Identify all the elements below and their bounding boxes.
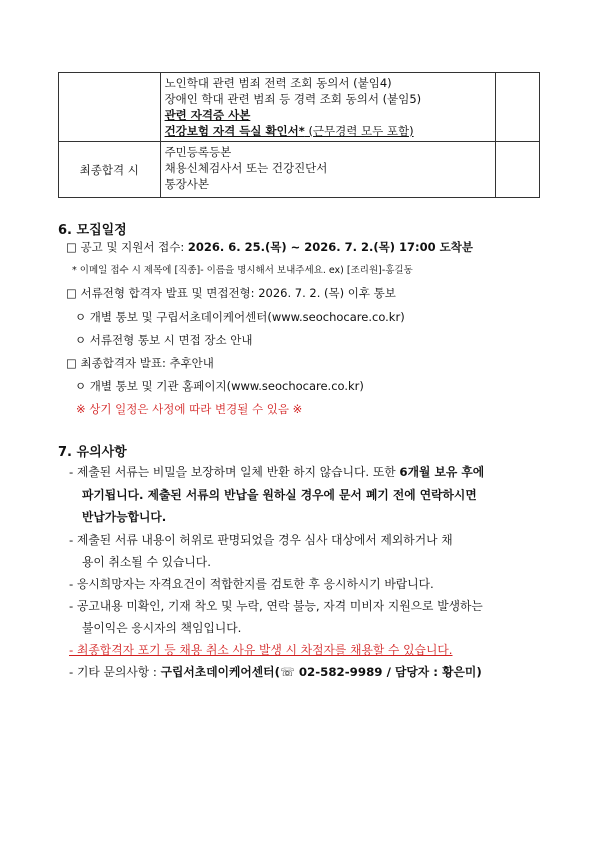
- list-item-bold: 건강보험 자격 득실 확인서*: [164, 124, 305, 138]
- notice-item: - 공고내용 미확인, 기재 착오 및 누락, 연락 불능, 자격 미비자 지원으로 발생하는: [69, 599, 483, 613]
- table-row: [59, 142, 540, 198]
- schedule-line: [66, 239, 473, 255]
- notice-text: - 기타 문의사항 :: [69, 665, 161, 679]
- notice-item: - 제출된 서류 내용이 허위로 판명되었을 경우 심사 대상에서 제외하거나 채: [69, 533, 453, 547]
- list-item: 통장사본: [164, 177, 209, 191]
- table-cell-documents: [160, 142, 496, 198]
- list-item: 채용신체검사서 또는 건강진단서: [164, 161, 328, 175]
- table-cell-documents: [160, 73, 496, 142]
- schedule-warning: ※ 상기 일정은 사정에 따라 변경될 수 있음 ※: [76, 402, 303, 416]
- section-heading-notice: 7. 유의사항: [58, 445, 127, 460]
- list-item: [165, 123, 492, 139]
- list-item: 장애인 학대 관련 범죄 등 경력 조회 동의서 (붙임5): [164, 92, 422, 106]
- notice-item-cont: 불이익은 응시자의 책임입니다.: [82, 621, 242, 635]
- schedule-line: □ 최종합격자 발표: 추후안내: [66, 356, 214, 370]
- notice-item-cont: 반납가능합니다.: [82, 510, 167, 524]
- schedule-subline: ㅇ 서류전형 통보 시 면접 장소 안내: [75, 333, 253, 347]
- table-cell-empty: [59, 73, 161, 142]
- schedule-line-date: 2026. 6. 25.(목) ~ 2026. 7. 2.(목) 17:00 도착분: [187, 240, 473, 254]
- notice-item: - 응시희망자는 자격요건이 적합한지를 검토한 후 응시하시기 바랍니다.: [69, 577, 434, 591]
- notice-item-cont: 용이 취소될 수 있습니다.: [82, 555, 211, 569]
- table-cell-empty: [496, 142, 540, 198]
- notice-item-warning: - 최종합격자 포기 등 채용 취소 사유 발생 시 차점자를 채용할 수 있습니다.: [69, 643, 453, 657]
- notice-text-bold: 6개월 보유 후에: [399, 465, 485, 479]
- schedule-line-prefix: □ 공고 및 지원서 접수:: [66, 240, 188, 254]
- list-item-note: (근무경력 모두 포함): [304, 124, 414, 138]
- notice-item-cont: 파기됩니다. 제출된 서류의 반납을 원하실 경우에 문서 폐기 전에 연락하시면: [82, 488, 477, 502]
- list-item: 주민등록등본: [164, 145, 232, 159]
- documents-table: [58, 72, 540, 198]
- section-heading-schedule: 6. 모집일정: [58, 223, 127, 238]
- contact-info: 구립서초데이케어센터(☏ 02-582-9989 / 담당자 : 황은미): [160, 665, 482, 679]
- schedule-subline: ㅇ 개별 통보 및 기관 홈페이지(www.seochocare.co.kr): [75, 379, 364, 393]
- table-cell-empty: [496, 73, 540, 142]
- schedule-subline: ㅇ 개별 통보 및 구립서초데이케어센터(www.seochocare.co.kr): [75, 310, 405, 324]
- schedule-note: * 이메일 접수 시 제목에 [직종]- 이름을 명시해서 보내주세요. ex) [조리원]-홍길동: [72, 265, 413, 276]
- notice-item: [69, 463, 484, 481]
- list-item: 관련 자격증 사본: [164, 108, 251, 122]
- list-item: 노인학대 관련 범죄 전력 조회 동의서 (붙임4): [164, 76, 392, 90]
- notice-text: - 제출된 서류는 비밀을 보장하며 일체 반환 하지 않습니다. 또한: [69, 465, 400, 479]
- notice-item-contact: [69, 663, 482, 681]
- schedule-line: □ 서류전형 합격자 발표 및 면접전형: 2026. 7. 2. (목) 이후 통보: [66, 286, 396, 300]
- table-row: [59, 73, 540, 142]
- table-label-final: 최종합격 시: [59, 142, 161, 198]
